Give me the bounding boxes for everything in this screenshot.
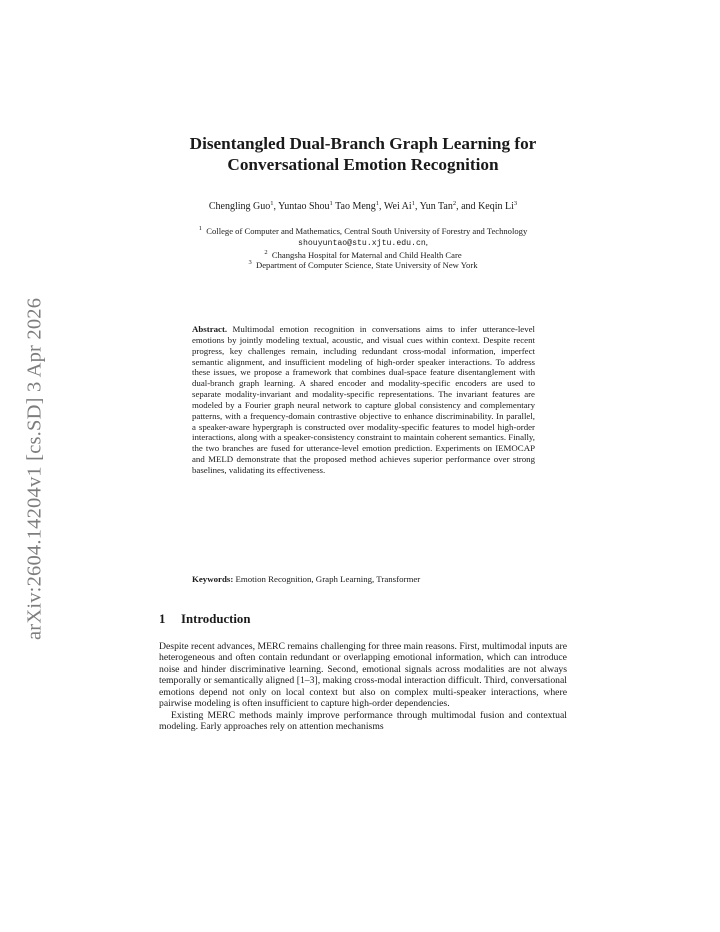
author-affiliation-mark: 1 <box>329 200 333 207</box>
affiliation-text: Changsha Hospital for Maternal and Child Health Care <box>271 249 462 260</box>
author-affiliation-mark: 2 <box>452 200 457 207</box>
affiliation-3 <box>159 260 567 271</box>
author-separator: , <box>414 201 420 212</box>
author-name: Tao Meng <box>335 201 376 212</box>
abstract-text: Multimodal emotion recognition in conversations aims to infer utterance-level emotions by jointly modeling textual, acoustic, and visual cues within context. Despite recent progress, key challenges remain, including redundant cross-modal information, imperfect semantic alignment, and insufficient modeling of high-order speaker interactions. To address these issues, we propose a framework that combines dual-space feature disentanglement with dual-branch graph learning. A shared encoder and modality-specific encoders are used to separate modality-invariant and modality-specific representations. The invariant features are modeled by a Fourier graph neural network to capture global consistency and complementary patterns, with a frequency-domain contrastive objective to enhance discriminability. In parallel, a speaker-aware hypergraph is constructed over modality-specific features to model high-order interactions, along with a speaker-consistency constraint to maintain coherent semantics. Finally, the two branches are fused for utterance-level emotion prediction. Experiments on IEMOCAP and MELD demonstrate that the proposed method achieves superior performance over strong baselines, validating its effectiveness. <box>192 324 536 475</box>
affiliation-text: College of Computer and Mathematics, Central South University of Forestry and Technology <box>206 226 528 236</box>
author-name: Keqin Li <box>478 201 514 212</box>
affiliation-1 <box>159 226 567 237</box>
affiliation-text: Department of Computer Science, State University of New York <box>256 260 478 271</box>
title-line-2: Conversational Emotion Recognition <box>227 155 499 174</box>
title-line-1: Disentangled Dual-Branch Graph Learning for <box>189 134 537 153</box>
author-affiliation-mark: 1 <box>375 200 380 207</box>
affiliations <box>159 226 567 271</box>
section-title: Introduction <box>181 612 251 626</box>
abstract-label: Abstract. <box>192 324 228 334</box>
section-number: 1 <box>159 612 166 626</box>
keywords-text: Emotion Recognition, Graph Learning, Transformer <box>235 574 421 584</box>
affiliation-2 <box>159 250 567 261</box>
affiliation-mark: 2 <box>264 248 268 256</box>
author-affiliation-mark: 1 <box>270 200 274 207</box>
contact-email[interactable]: shouyuntao@stu.xjtu.edu.cn <box>298 238 426 248</box>
author-separator: , <box>273 201 279 212</box>
author-name: Yuntao Shou <box>278 201 330 212</box>
section-heading-introduction <box>159 612 567 627</box>
paper-title <box>159 133 567 175</box>
author-separator: , and <box>456 201 479 212</box>
paragraph: Existing MERC methods mainly improve performance through multimodal fusion and contextual modeling. Early approaches rely on attention mechanisms <box>159 709 567 733</box>
paragraph: Despite recent advances, MERC remains challenging for three main reasons. First, multimodal inputs are heterogeneous and often contain redundant or overlapping emotional information, which can introduce noise and hinder discriminative learning. Second, emotional signals across modalities are not always temporally or semantically aligned [1–3], making cross-modal interaction difficult. Third, conversational emotions depend not only on local context but also on complex multi-speaker interactions, where pairwise modeling is often insufficient to capture high-order dependencies. <box>159 641 567 710</box>
affiliation-mark: 1 <box>198 225 202 232</box>
author-affiliation-mark: 1 <box>411 200 415 207</box>
arxiv-identifier[interactable]: arXiv:2604.14204v1 [cs.SD] 3 Apr 2026 <box>23 297 46 641</box>
author-name: Yun Tan <box>419 201 453 212</box>
email-suffix: , <box>425 236 428 247</box>
keywords-label: Keywords: <box>192 574 234 584</box>
introduction-body <box>159 641 567 733</box>
affiliation-mark: 3 <box>248 259 252 267</box>
author-name: Wei Ai <box>383 201 412 212</box>
author-affiliation-mark: 3 <box>513 200 518 207</box>
author-list <box>159 200 567 213</box>
author-separator: , <box>379 201 384 212</box>
author-name: Chengling Guo <box>208 201 271 212</box>
keywords <box>192 574 535 585</box>
abstract <box>192 324 535 476</box>
contact-email-line <box>159 237 567 250</box>
